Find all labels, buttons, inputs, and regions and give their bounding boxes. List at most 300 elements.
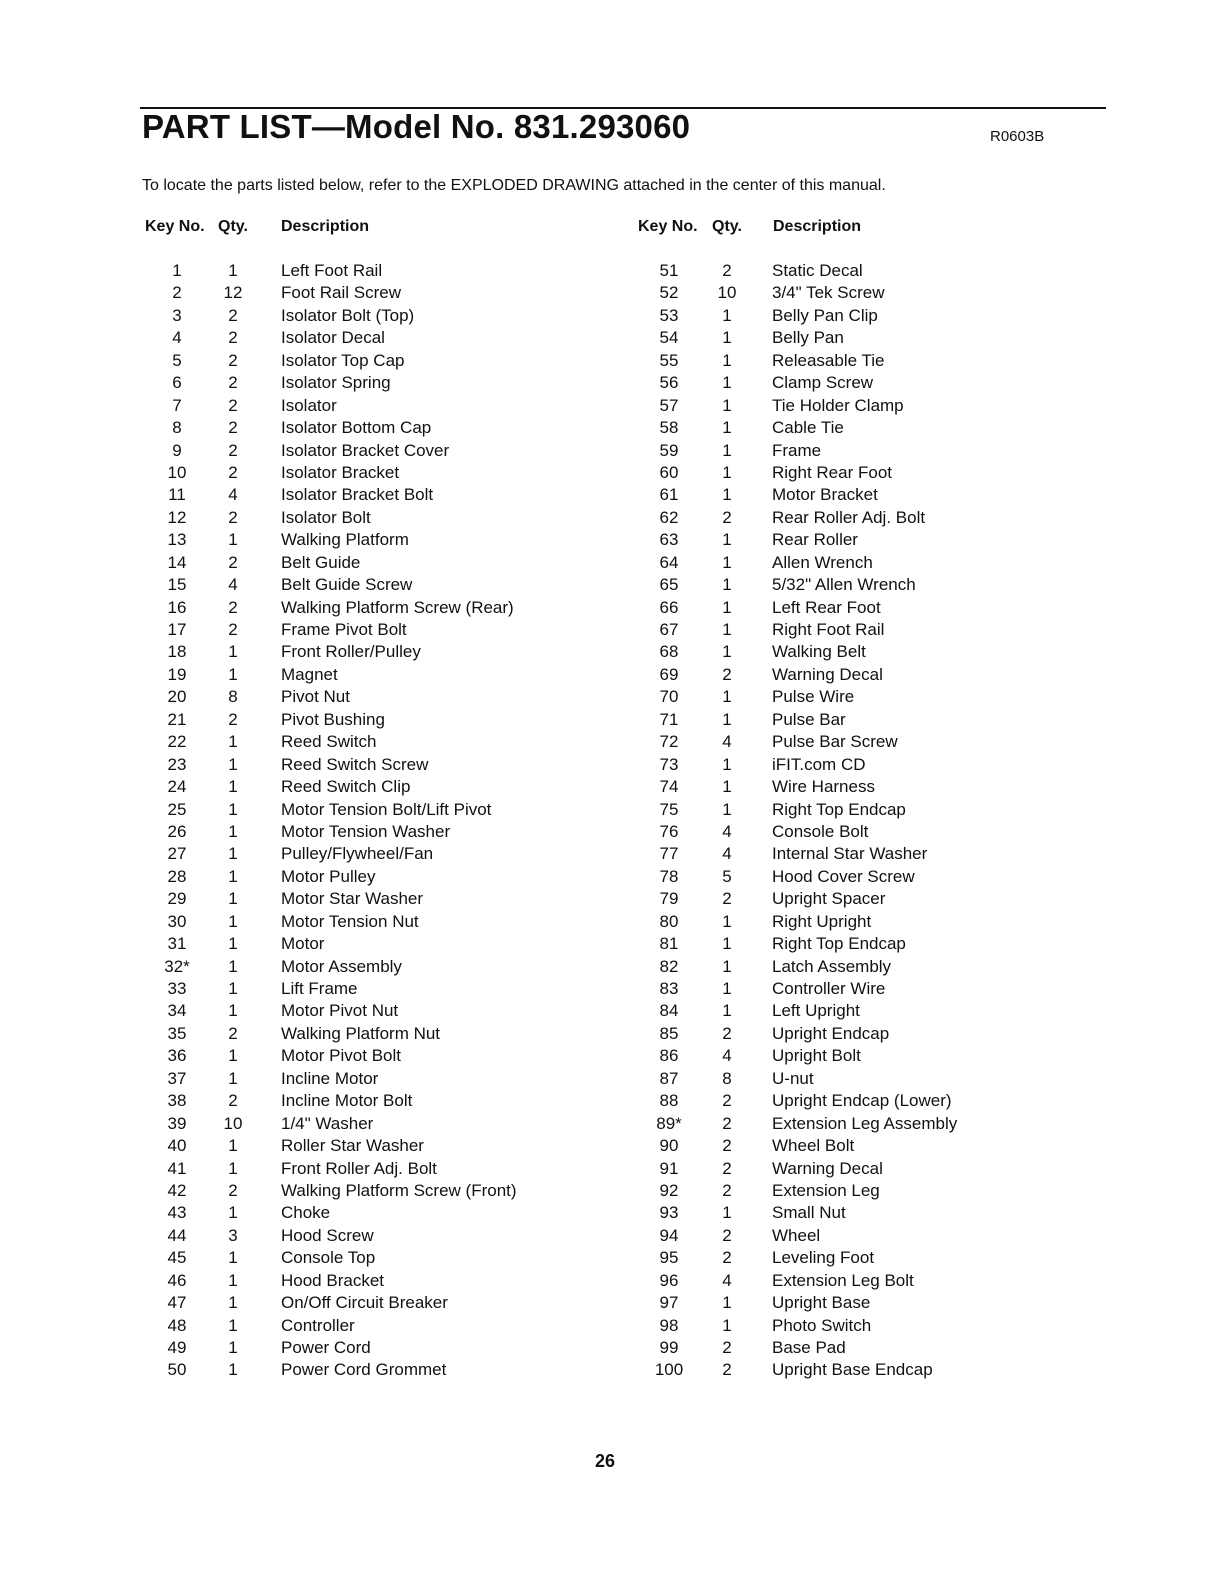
part-qty: 1 bbox=[228, 1360, 238, 1380]
part-row bbox=[0, 1159, 1210, 1181]
part-qty: 2 bbox=[228, 440, 238, 460]
part-key-no: 4 bbox=[172, 328, 182, 348]
part-key-no: 50 bbox=[167, 1360, 187, 1380]
part-description: Incline Motor bbox=[281, 1068, 379, 1088]
part-key-no: 68 bbox=[659, 642, 679, 662]
part-key-no: 30 bbox=[167, 911, 187, 931]
part-qty: 2 bbox=[722, 889, 732, 909]
part-key-no: 72 bbox=[659, 732, 679, 752]
part-key-no: 94 bbox=[659, 1225, 679, 1245]
part-key-no: 73 bbox=[659, 754, 679, 774]
part-key-no: 52 bbox=[659, 283, 679, 303]
part-key-no: 20 bbox=[167, 687, 187, 707]
part-description: Small Nut bbox=[772, 1203, 846, 1223]
part-qty: 4 bbox=[722, 1046, 732, 1066]
part-row bbox=[0, 306, 1210, 328]
part-row bbox=[0, 957, 1210, 979]
document-code: R0603B bbox=[990, 128, 1045, 145]
part-qty: 1 bbox=[228, 1248, 238, 1268]
part-key-no: 59 bbox=[659, 440, 679, 460]
part-key-no: 34 bbox=[167, 1001, 187, 1021]
part-row bbox=[0, 1114, 1210, 1136]
part-qty: 1 bbox=[228, 799, 238, 819]
part-description: Pivot Bushing bbox=[281, 709, 385, 729]
part-qty: 2 bbox=[228, 395, 238, 415]
part-qty: 1 bbox=[722, 687, 732, 707]
part-row bbox=[0, 777, 1210, 799]
part-description: Photo Switch bbox=[772, 1315, 872, 1335]
part-key-no: 15 bbox=[167, 575, 187, 595]
part-key-no: 49 bbox=[167, 1338, 187, 1357]
part-description: Motor Tension Washer bbox=[281, 821, 451, 841]
part-qty: 2 bbox=[722, 1113, 732, 1133]
part-description: Walking Platform Screw (Front) bbox=[281, 1180, 517, 1200]
part-description: Motor Assembly bbox=[281, 956, 402, 976]
part-qty: 1 bbox=[228, 1293, 238, 1313]
part-description: Choke bbox=[281, 1203, 331, 1223]
part-qty: 2 bbox=[722, 261, 732, 280]
part-qty: 3 bbox=[228, 1225, 238, 1245]
part-row bbox=[0, 800, 1210, 822]
part-row bbox=[0, 1293, 1210, 1315]
part-qty: 2 bbox=[228, 328, 238, 348]
part-description: Right Top Endcap bbox=[772, 934, 906, 954]
part-description: Internal Star Washer bbox=[772, 844, 928, 864]
part-description: Upright Spacer bbox=[772, 889, 886, 909]
part-description: Isolator Bottom Cap bbox=[281, 418, 432, 438]
part-key-no: 36 bbox=[167, 1046, 187, 1066]
part-qty: 1 bbox=[722, 1293, 732, 1313]
part-row bbox=[0, 1271, 1210, 1293]
header-key-no: Key No. bbox=[145, 218, 205, 235]
part-description: Right Top Endcap bbox=[772, 799, 906, 819]
header-description: Description bbox=[281, 218, 370, 235]
part-key-no: 95 bbox=[659, 1248, 679, 1268]
part-description: Motor Pulley bbox=[281, 866, 376, 886]
part-row bbox=[0, 485, 1210, 507]
part-qty: 1 bbox=[228, 889, 238, 909]
part-qty: 10 bbox=[223, 1113, 243, 1133]
part-description: Walking Belt bbox=[772, 642, 866, 662]
part-row bbox=[0, 642, 1210, 664]
part-description: Motor Tension Bolt/Lift Pivot bbox=[281, 799, 492, 819]
part-row bbox=[0, 1248, 1210, 1270]
part-key-no: 1 bbox=[172, 261, 182, 280]
part-description: Belt Guide Screw bbox=[281, 575, 413, 595]
part-key-no: 51 bbox=[659, 261, 679, 280]
part-key-no: 64 bbox=[659, 552, 679, 572]
part-description: Belly Pan Clip bbox=[772, 305, 878, 325]
part-row bbox=[0, 351, 1210, 373]
part-qty: 1 bbox=[722, 395, 732, 415]
part-description: Console Top bbox=[281, 1248, 376, 1268]
part-description: U-nut bbox=[772, 1068, 814, 1088]
part-qty: 1 bbox=[228, 777, 238, 797]
part-row bbox=[0, 441, 1210, 463]
part-key-no: 60 bbox=[659, 462, 679, 482]
part-description: Left Upright bbox=[772, 1001, 860, 1021]
part-qty: 1 bbox=[722, 1001, 732, 1021]
part-key-no: 83 bbox=[659, 979, 679, 998]
part-description: Pulse Wire bbox=[772, 687, 855, 707]
part-qty: 2 bbox=[722, 664, 732, 684]
part-key-no: 31 bbox=[167, 934, 187, 954]
part-qty: 1 bbox=[228, 642, 238, 662]
part-key-no: 22 bbox=[167, 732, 187, 752]
part-key-no: 42 bbox=[167, 1180, 187, 1200]
part-qty: 8 bbox=[228, 687, 238, 707]
part-qty: 1 bbox=[228, 1068, 238, 1088]
part-description: Pulse Bar Screw bbox=[772, 732, 898, 752]
part-description: Extension Leg bbox=[772, 1180, 880, 1200]
part-row bbox=[0, 1069, 1210, 1091]
part-qty: 4 bbox=[722, 821, 732, 841]
part-row bbox=[0, 665, 1210, 687]
part-description: Isolator Bolt (Top) bbox=[281, 305, 415, 325]
part-description: 3/4" Tek Screw bbox=[772, 283, 885, 303]
part-description: Isolator Top Cap bbox=[281, 350, 405, 370]
intro-text: To locate the parts listed below, refer to the EXPLODED DRAWING attached in the center of this manual. bbox=[142, 177, 886, 194]
part-qty: 2 bbox=[722, 1225, 732, 1245]
part-key-no: 26 bbox=[167, 821, 187, 841]
part-description: Power Cord bbox=[281, 1338, 371, 1357]
part-key-no: 69 bbox=[659, 664, 679, 684]
header-key-no: Key No. bbox=[638, 218, 698, 235]
part-qty: 1 bbox=[722, 305, 732, 325]
part-key-no: 10 bbox=[167, 462, 187, 482]
part-description: Wheel Bolt bbox=[772, 1136, 855, 1156]
part-description: Wheel bbox=[772, 1225, 821, 1245]
part-description: Wire Harness bbox=[772, 777, 875, 797]
part-description: Motor Pivot Nut bbox=[281, 1001, 399, 1021]
part-qty: 2 bbox=[228, 418, 238, 438]
part-key-no: 21 bbox=[167, 709, 187, 729]
part-key-no: 3 bbox=[172, 305, 182, 325]
part-key-no: 46 bbox=[167, 1270, 187, 1290]
part-key-no: 17 bbox=[167, 620, 187, 639]
part-row bbox=[0, 1046, 1210, 1068]
part-qty: 2 bbox=[228, 373, 238, 393]
part-description: Console Bolt bbox=[772, 821, 869, 841]
part-qty: 1 bbox=[228, 1001, 238, 1021]
part-qty: 1 bbox=[228, 732, 238, 752]
part-qty: 1 bbox=[228, 1136, 238, 1156]
part-description: Frame Pivot Bolt bbox=[281, 620, 407, 639]
part-qty: 1 bbox=[722, 373, 732, 393]
part-key-no: 27 bbox=[167, 844, 187, 864]
part-key-no: 62 bbox=[659, 507, 679, 527]
part-key-no: 57 bbox=[659, 395, 679, 415]
part-row bbox=[0, 979, 1210, 1001]
part-key-no: 91 bbox=[659, 1158, 679, 1178]
part-qty: 1 bbox=[228, 844, 238, 864]
part-description: Static Decal bbox=[772, 261, 863, 280]
part-qty: 2 bbox=[722, 1248, 732, 1268]
page-number: 26 bbox=[594, 1451, 616, 1471]
part-qty: 1 bbox=[722, 350, 732, 370]
part-description: Motor Star Washer bbox=[281, 889, 424, 909]
part-row bbox=[0, 1226, 1210, 1248]
part-qty: 2 bbox=[722, 1338, 732, 1357]
part-row bbox=[0, 620, 1210, 642]
part-description: Magnet bbox=[281, 664, 338, 684]
part-description: Rear Roller Adj. Bolt bbox=[772, 507, 926, 527]
part-qty: 1 bbox=[722, 754, 732, 774]
part-key-no: 11 bbox=[168, 485, 186, 505]
part-description: Reed Switch Screw bbox=[281, 754, 429, 774]
part-description: On/Off Circuit Breaker bbox=[281, 1293, 448, 1313]
header-qty: Qty. bbox=[712, 218, 742, 235]
part-key-no: 37 bbox=[167, 1068, 187, 1088]
part-key-no: 24 bbox=[167, 777, 187, 797]
part-qty: 2 bbox=[228, 350, 238, 370]
part-qty: 1 bbox=[228, 1203, 238, 1223]
part-key-no: 86 bbox=[659, 1046, 679, 1066]
part-key-no: 53 bbox=[659, 305, 679, 325]
part-key-no: 39 bbox=[167, 1113, 187, 1133]
part-key-no: 9 bbox=[172, 440, 182, 460]
part-key-no: 71 bbox=[659, 709, 679, 729]
part-qty: 8 bbox=[722, 1068, 732, 1088]
part-description: Hood Bracket bbox=[281, 1270, 384, 1290]
part-row bbox=[0, 598, 1210, 620]
part-row bbox=[0, 508, 1210, 530]
part-description: Reed Switch bbox=[281, 732, 377, 752]
part-key-no: 45 bbox=[167, 1248, 187, 1268]
part-key-no: 87 bbox=[659, 1068, 679, 1088]
part-row bbox=[0, 934, 1210, 956]
part-key-no: 90 bbox=[659, 1136, 679, 1156]
part-description: Isolator Spring bbox=[281, 373, 391, 393]
part-qty: 2 bbox=[228, 709, 238, 729]
part-row bbox=[0, 373, 1210, 395]
part-description: Right Rear Foot bbox=[772, 462, 892, 482]
part-key-no: 70 bbox=[659, 687, 679, 707]
part-key-no: 54 bbox=[659, 328, 679, 348]
part-key-no: 96 bbox=[659, 1270, 679, 1290]
part-description: Belt Guide bbox=[281, 552, 361, 572]
part-qty: 1 bbox=[722, 1315, 732, 1335]
part-qty: 4 bbox=[228, 575, 238, 595]
part-description: Tie Holder Clamp bbox=[772, 395, 904, 415]
part-description: Left Rear Foot bbox=[772, 597, 881, 617]
part-qty: 2 bbox=[228, 1091, 238, 1111]
part-row bbox=[0, 710, 1210, 732]
part-key-no: 63 bbox=[659, 530, 679, 550]
part-description: Motor Pivot Bolt bbox=[281, 1046, 401, 1066]
part-qty: 1 bbox=[228, 1338, 238, 1357]
part-row bbox=[0, 418, 1210, 440]
part-key-no: 6 bbox=[172, 373, 182, 393]
part-description: Isolator Bracket Bolt bbox=[281, 485, 434, 505]
part-qty: 1 bbox=[722, 979, 732, 998]
part-key-no: 61 bbox=[659, 485, 679, 505]
part-row bbox=[0, 261, 1210, 283]
part-key-no: 7 bbox=[172, 395, 182, 415]
part-description: Upright Endcap (Lower) bbox=[772, 1091, 952, 1111]
part-qty: 1 bbox=[228, 1158, 238, 1178]
part-description: Isolator Bracket Cover bbox=[281, 440, 450, 460]
part-description: Motor bbox=[281, 934, 325, 954]
part-description: Upright Base Endcap bbox=[772, 1360, 933, 1380]
part-description: Isolator Bolt bbox=[281, 507, 371, 527]
part-description: 1/4" Washer bbox=[281, 1113, 374, 1133]
part-key-no: 82 bbox=[659, 956, 679, 976]
part-description: Power Cord Grommet bbox=[281, 1360, 447, 1380]
part-qty: 1 bbox=[722, 709, 732, 729]
part-description: Walking Platform Screw (Rear) bbox=[281, 597, 514, 617]
part-description: Releasable Tie bbox=[772, 350, 885, 370]
part-description: Front Roller/Pulley bbox=[281, 642, 421, 662]
part-description: Walking Platform Nut bbox=[281, 1023, 441, 1043]
part-description: Frame bbox=[772, 440, 822, 460]
part-description: Incline Motor Bolt bbox=[281, 1091, 413, 1111]
part-description: Isolator Decal bbox=[281, 328, 385, 348]
part-qty: 1 bbox=[228, 1046, 238, 1066]
part-key-no: 14 bbox=[167, 552, 187, 572]
part-qty: 1 bbox=[228, 754, 238, 774]
part-qty: 2 bbox=[228, 597, 238, 617]
part-description: Isolator bbox=[281, 395, 337, 415]
part-key-no: 58 bbox=[659, 418, 679, 438]
part-row bbox=[0, 1024, 1210, 1046]
part-qty: 1 bbox=[228, 911, 238, 931]
part-description: Roller Star Washer bbox=[281, 1136, 424, 1156]
part-key-no: 38 bbox=[167, 1091, 187, 1111]
part-key-no: 18 bbox=[167, 642, 187, 662]
part-description: Leveling Foot bbox=[772, 1248, 875, 1268]
part-key-no: 81 bbox=[659, 934, 679, 954]
part-qty: 1 bbox=[722, 440, 732, 460]
part-row bbox=[0, 687, 1210, 709]
part-row bbox=[0, 1203, 1210, 1225]
part-qty: 1 bbox=[722, 328, 732, 348]
part-qty: 1 bbox=[722, 934, 732, 954]
part-key-no: 84 bbox=[659, 1001, 679, 1021]
part-key-no: 28 bbox=[167, 866, 187, 886]
part-description: Upright Base bbox=[772, 1293, 871, 1313]
part-description: Upright Endcap bbox=[772, 1023, 890, 1043]
part-key-no: 76 bbox=[659, 821, 679, 841]
part-key-no: 5 bbox=[172, 350, 182, 370]
page-title: PART LIST—Model No. 831.293060 bbox=[142, 108, 691, 145]
part-qty: 1 bbox=[228, 1315, 238, 1335]
part-qty: 1 bbox=[228, 1270, 238, 1290]
part-qty: 1 bbox=[722, 462, 732, 482]
part-row bbox=[0, 1338, 1210, 1360]
part-qty: 4 bbox=[722, 732, 732, 752]
part-description: Upright Bolt bbox=[772, 1046, 861, 1066]
part-qty: 2 bbox=[228, 1023, 238, 1043]
part-key-no: 85 bbox=[659, 1023, 679, 1043]
part-key-no: 48 bbox=[167, 1315, 187, 1335]
part-key-no: 16 bbox=[167, 597, 187, 617]
part-qty: 1 bbox=[228, 664, 238, 684]
part-qty: 2 bbox=[722, 1136, 732, 1156]
part-qty: 1 bbox=[722, 575, 732, 595]
part-row bbox=[0, 822, 1210, 844]
header-description: Description bbox=[773, 218, 862, 235]
parts-list-right bbox=[0, 261, 1210, 1383]
part-description: Allen Wrench bbox=[772, 552, 873, 572]
part-description: Pulse Bar bbox=[772, 709, 846, 729]
part-qty: 1 bbox=[228, 821, 238, 841]
part-qty: 12 bbox=[223, 283, 243, 303]
part-qty: 5 bbox=[722, 866, 732, 886]
part-row bbox=[0, 463, 1210, 485]
part-description: Motor Tension Nut bbox=[281, 911, 419, 931]
part-key-no: 2 bbox=[172, 283, 182, 303]
part-key-no: 77 bbox=[659, 844, 679, 864]
part-qty: 2 bbox=[722, 1360, 732, 1380]
part-key-no: 8 bbox=[172, 418, 182, 438]
part-description: Lift Frame bbox=[281, 979, 358, 998]
part-row bbox=[0, 1091, 1210, 1113]
part-row bbox=[0, 575, 1210, 597]
part-qty: 4 bbox=[722, 1270, 732, 1290]
part-description: Rear Roller bbox=[772, 530, 858, 550]
part-qty: 1 bbox=[722, 530, 732, 550]
part-description: Clamp Screw bbox=[772, 373, 874, 393]
part-description: Motor Bracket bbox=[772, 485, 878, 505]
part-qty: 1 bbox=[228, 261, 238, 280]
part-description: Walking Platform bbox=[281, 530, 409, 550]
part-description: Controller bbox=[281, 1315, 355, 1335]
part-description: Hood Screw bbox=[281, 1225, 374, 1245]
part-key-no: 79 bbox=[659, 889, 679, 909]
part-key-no: 40 bbox=[167, 1136, 187, 1156]
part-qty: 1 bbox=[722, 620, 732, 639]
part-qty: 4 bbox=[228, 485, 238, 505]
part-qty: 2 bbox=[722, 1158, 732, 1178]
part-description: Belly Pan bbox=[772, 328, 844, 348]
part-row bbox=[0, 867, 1210, 889]
part-qty: 1 bbox=[228, 530, 238, 550]
part-key-no: 75 bbox=[659, 799, 679, 819]
part-description: Isolator Bracket bbox=[281, 462, 400, 482]
part-key-no: 47 bbox=[167, 1293, 187, 1313]
part-key-no: 93 bbox=[659, 1203, 679, 1223]
part-key-no: 41 bbox=[167, 1158, 187, 1178]
part-key-no: 12 bbox=[167, 507, 187, 527]
part-key-no: 32* bbox=[164, 956, 190, 976]
part-key-no: 13 bbox=[167, 530, 187, 550]
part-key-no: 100 bbox=[654, 1360, 684, 1380]
part-qty: 2 bbox=[228, 1180, 238, 1200]
part-row bbox=[0, 396, 1210, 418]
part-key-no: 25 bbox=[167, 799, 187, 819]
part-qty: 1 bbox=[722, 799, 732, 819]
part-key-no: 89* bbox=[656, 1113, 682, 1133]
part-row bbox=[0, 755, 1210, 777]
part-qty: 1 bbox=[228, 956, 238, 976]
part-row bbox=[0, 1360, 1210, 1382]
part-description: Left Foot Rail bbox=[281, 261, 383, 280]
part-key-no: 29 bbox=[167, 889, 187, 909]
part-qty: 2 bbox=[228, 507, 238, 527]
part-description: Hood Cover Screw bbox=[772, 866, 915, 886]
part-row bbox=[0, 530, 1210, 552]
part-description: Warning Decal bbox=[772, 1158, 883, 1178]
part-description: Latch Assembly bbox=[772, 956, 892, 976]
part-key-no: 99 bbox=[659, 1338, 679, 1357]
header-qty: Qty. bbox=[218, 218, 248, 235]
part-row bbox=[0, 1316, 1210, 1338]
part-key-no: 80 bbox=[659, 911, 679, 931]
part-key-no: 19 bbox=[167, 664, 187, 684]
part-qty: 2 bbox=[722, 507, 732, 527]
part-qty: 2 bbox=[228, 305, 238, 325]
